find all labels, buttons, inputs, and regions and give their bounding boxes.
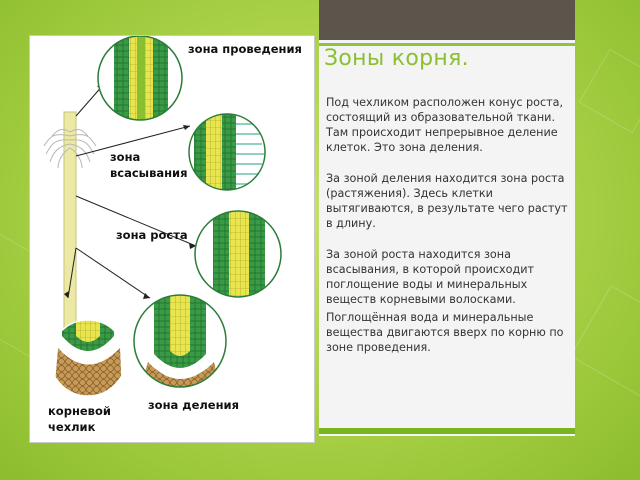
background-hex-decoration bbox=[570, 285, 640, 397]
label-growth-zone: зона роста bbox=[116, 228, 188, 242]
paragraph-conduction-zone: Поглощённая вода и минеральные вещества двигаются вверх по корню по зоне проведения. bbox=[326, 311, 564, 354]
background-hex-decoration bbox=[579, 49, 640, 134]
conduction-zone-zoom bbox=[90, 36, 190, 126]
paragraph-division-zone: Под чехликом расположен конус роста, состоящий из образовательной ткани. Там происходит непрерывное деление клеток. Это зона деления. bbox=[326, 96, 564, 154]
label-absorption-zone-line1: зона bbox=[110, 150, 141, 164]
absorption-zone-zoom bbox=[185, 111, 270, 196]
label-division-zone: зона деления bbox=[148, 398, 239, 412]
slide-header-bar bbox=[319, 0, 575, 40]
paragraph-absorption-zone: За зоной роста находится зона всасывания, в которой происходит поглощение воды и минеральных веществ корневыми волосками. bbox=[326, 248, 535, 306]
slide-title: Зоны корня. bbox=[324, 46, 469, 71]
paragraph-growth-zone: За зоной деления находится зона роста (растяжения). Здесь клетки вытягиваются, в результате чего растут в длину. bbox=[326, 172, 568, 230]
label-absorption-zone-line2: всасывания bbox=[110, 166, 188, 180]
growth-zone-zoom bbox=[195, 211, 285, 301]
label-root-cap-line1: корневой bbox=[48, 404, 111, 418]
slide-body bbox=[326, 95, 570, 371]
slide-footer-bar bbox=[319, 428, 575, 434]
label-root-cap-line2: чехлик bbox=[48, 420, 96, 434]
root-zones-figure bbox=[30, 36, 314, 442]
root-stem bbox=[64, 112, 76, 348]
label-conduction-zone: зона проведения bbox=[188, 42, 302, 56]
